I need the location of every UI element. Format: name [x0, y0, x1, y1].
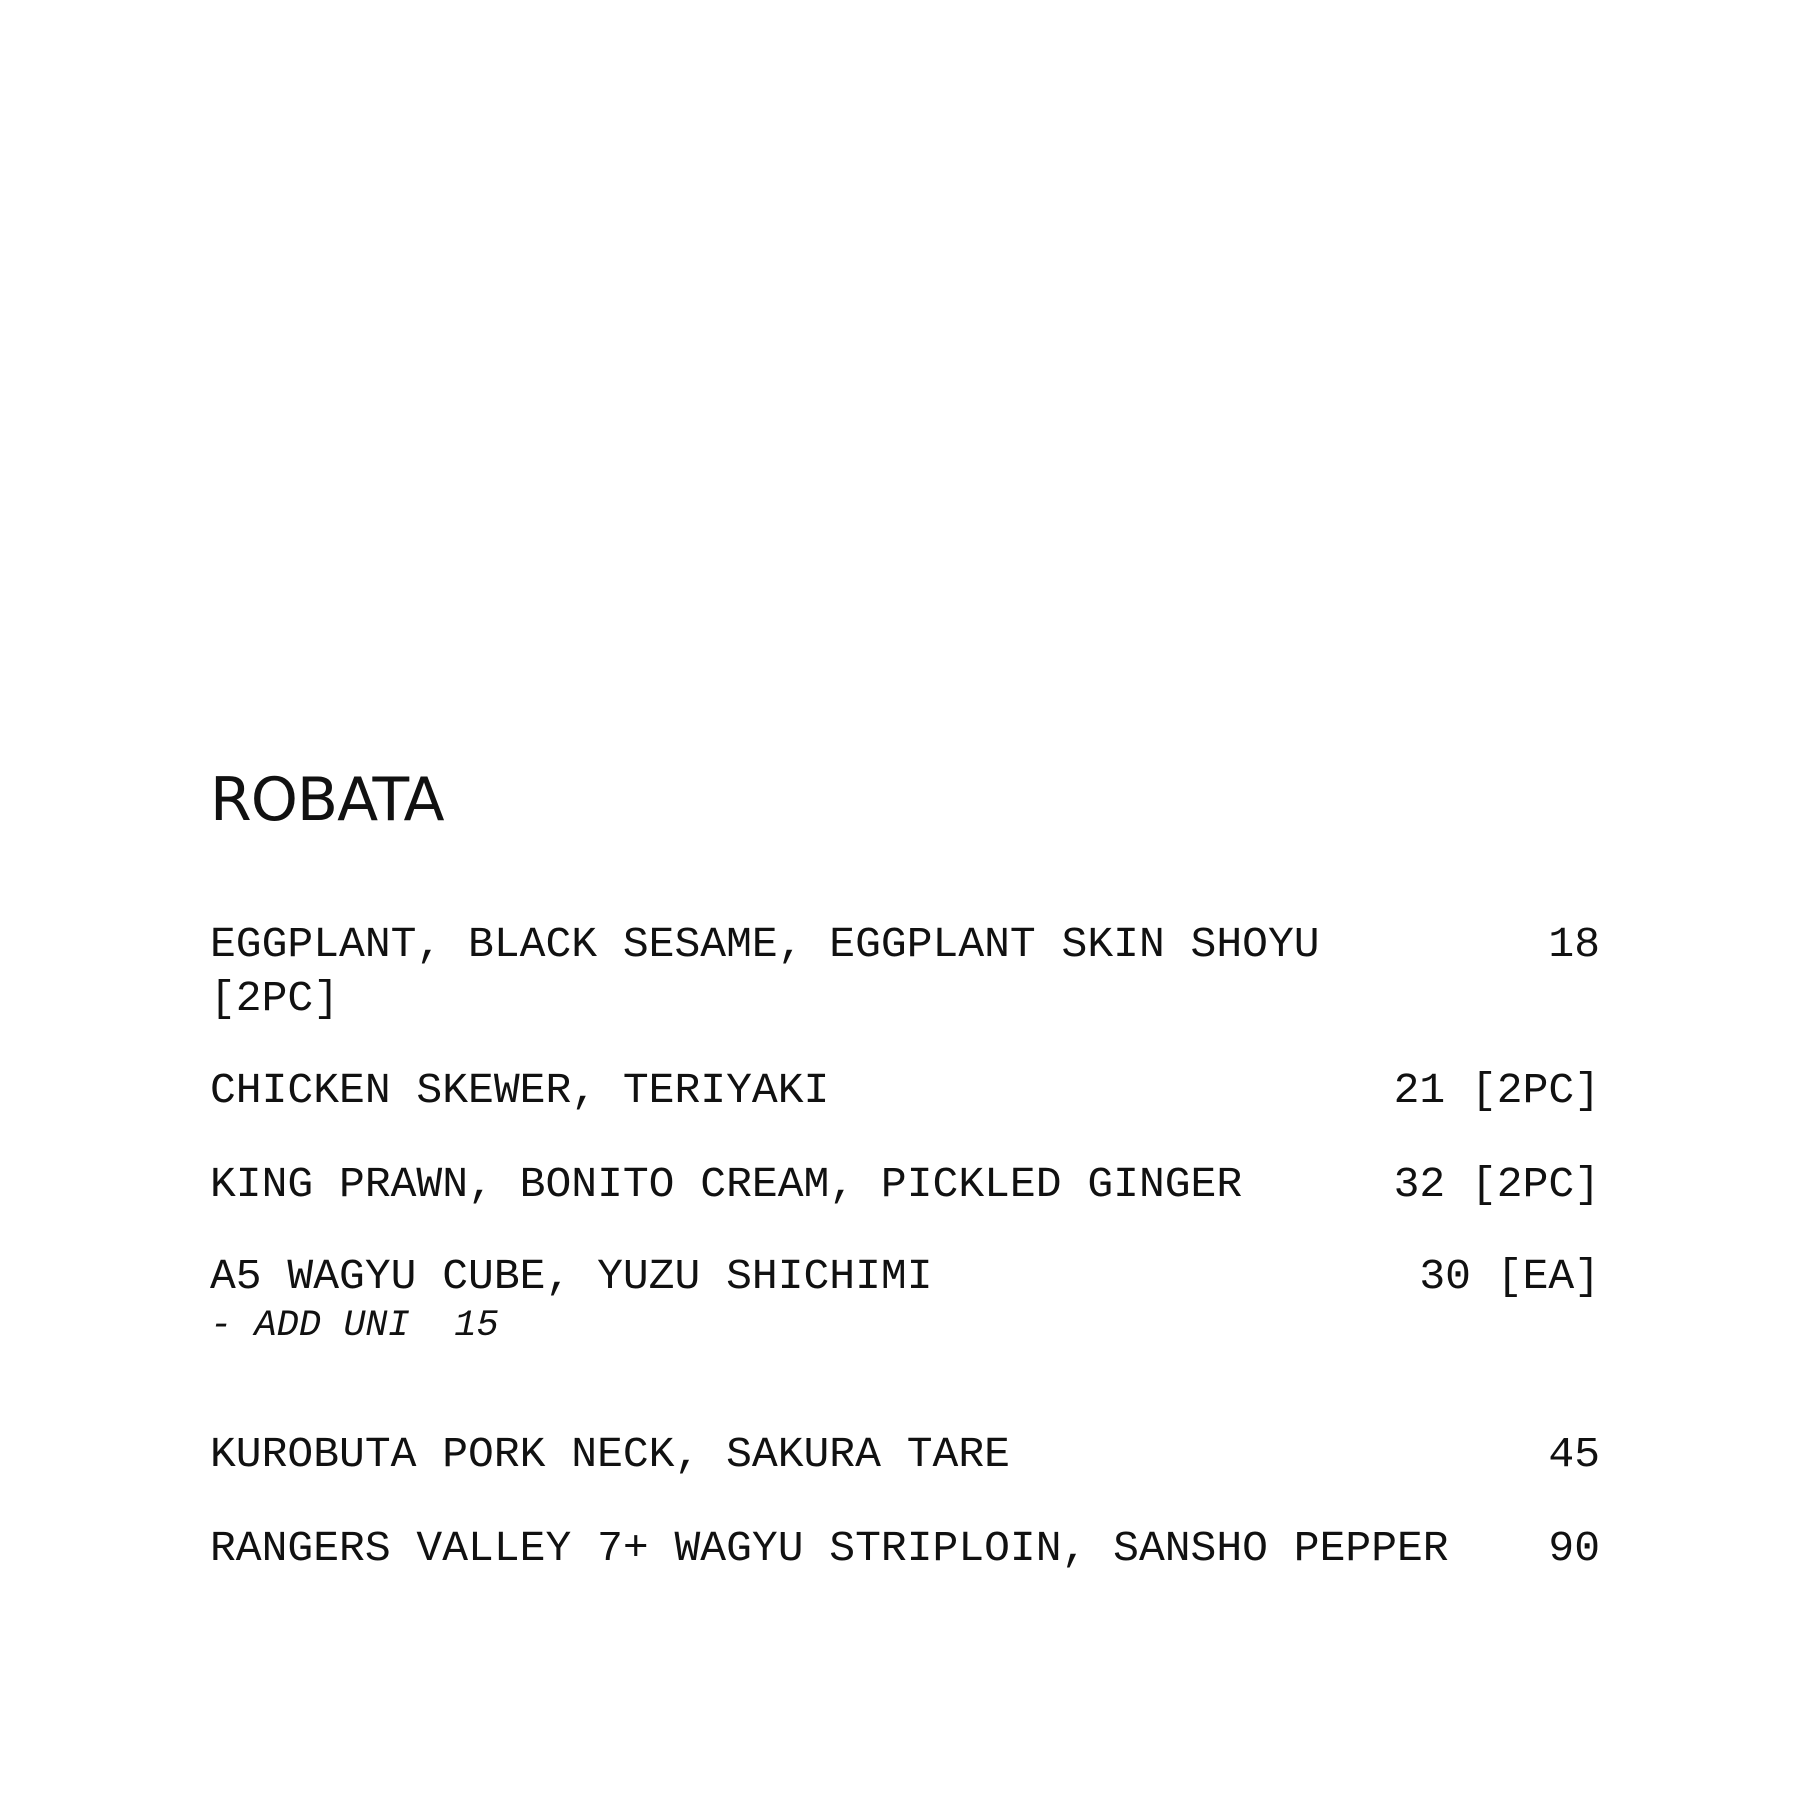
menu-item-name: EGGPLANT, BLACK SESAME, EGGPLANT SKIN SHOYU	[210, 920, 1320, 969]
menu-item-quantity: [2PC]	[210, 974, 340, 1023]
menu-item-row	[210, 1064, 1600, 1118]
menu-item-row	[210, 918, 1600, 972]
section-title: ROBATA	[210, 765, 444, 835]
menu-item-addon: - ADD UNI 15	[210, 1305, 499, 1347]
menu-item-price: 30 [EA]	[1419, 1252, 1600, 1301]
menu-item-kurobuta-pork-neck	[210, 1428, 1600, 1482]
robata-menu-section	[210, 765, 1600, 1576]
menu-item-row	[210, 1250, 1600, 1304]
menu-item-wagyu-striploin	[210, 1522, 1600, 1576]
menu-item-a5-wagyu-cube	[210, 1250, 1600, 1348]
menu-item-row	[210, 1428, 1600, 1482]
menu-item-price: 90	[1548, 1524, 1600, 1573]
menu-item-name: KUROBUTA PORK NECK, SAKURA TARE	[210, 1430, 1010, 1479]
menu-item-price: 18	[1548, 920, 1600, 969]
menu-item-price: 21 [2PC]	[1393, 1066, 1600, 1115]
menu-item-name: CHICKEN SKEWER, TERIYAKI	[210, 1066, 830, 1115]
menu-item-eggplant	[210, 918, 1600, 1026]
menu-item-chicken-skewer	[210, 1064, 1600, 1118]
menu-item-price: 45	[1548, 1430, 1600, 1479]
menu-item-name: A5 WAGYU CUBE, YUZU SHICHIMI	[210, 1252, 933, 1301]
menu-item-name: KING PRAWN, BONITO CREAM, PICKLED GINGER	[210, 1160, 1243, 1209]
menu-item-row	[210, 1522, 1600, 1576]
menu-item-price: 32 [2PC]	[1393, 1160, 1600, 1209]
menu-item-row	[210, 1158, 1600, 1212]
menu-item-list	[210, 918, 1600, 1576]
menu-item-king-prawn	[210, 1158, 1600, 1212]
menu-item-name: RANGERS VALLEY 7+ WAGYU STRIPLOIN, SANSHO PEPPER	[210, 1524, 1449, 1573]
